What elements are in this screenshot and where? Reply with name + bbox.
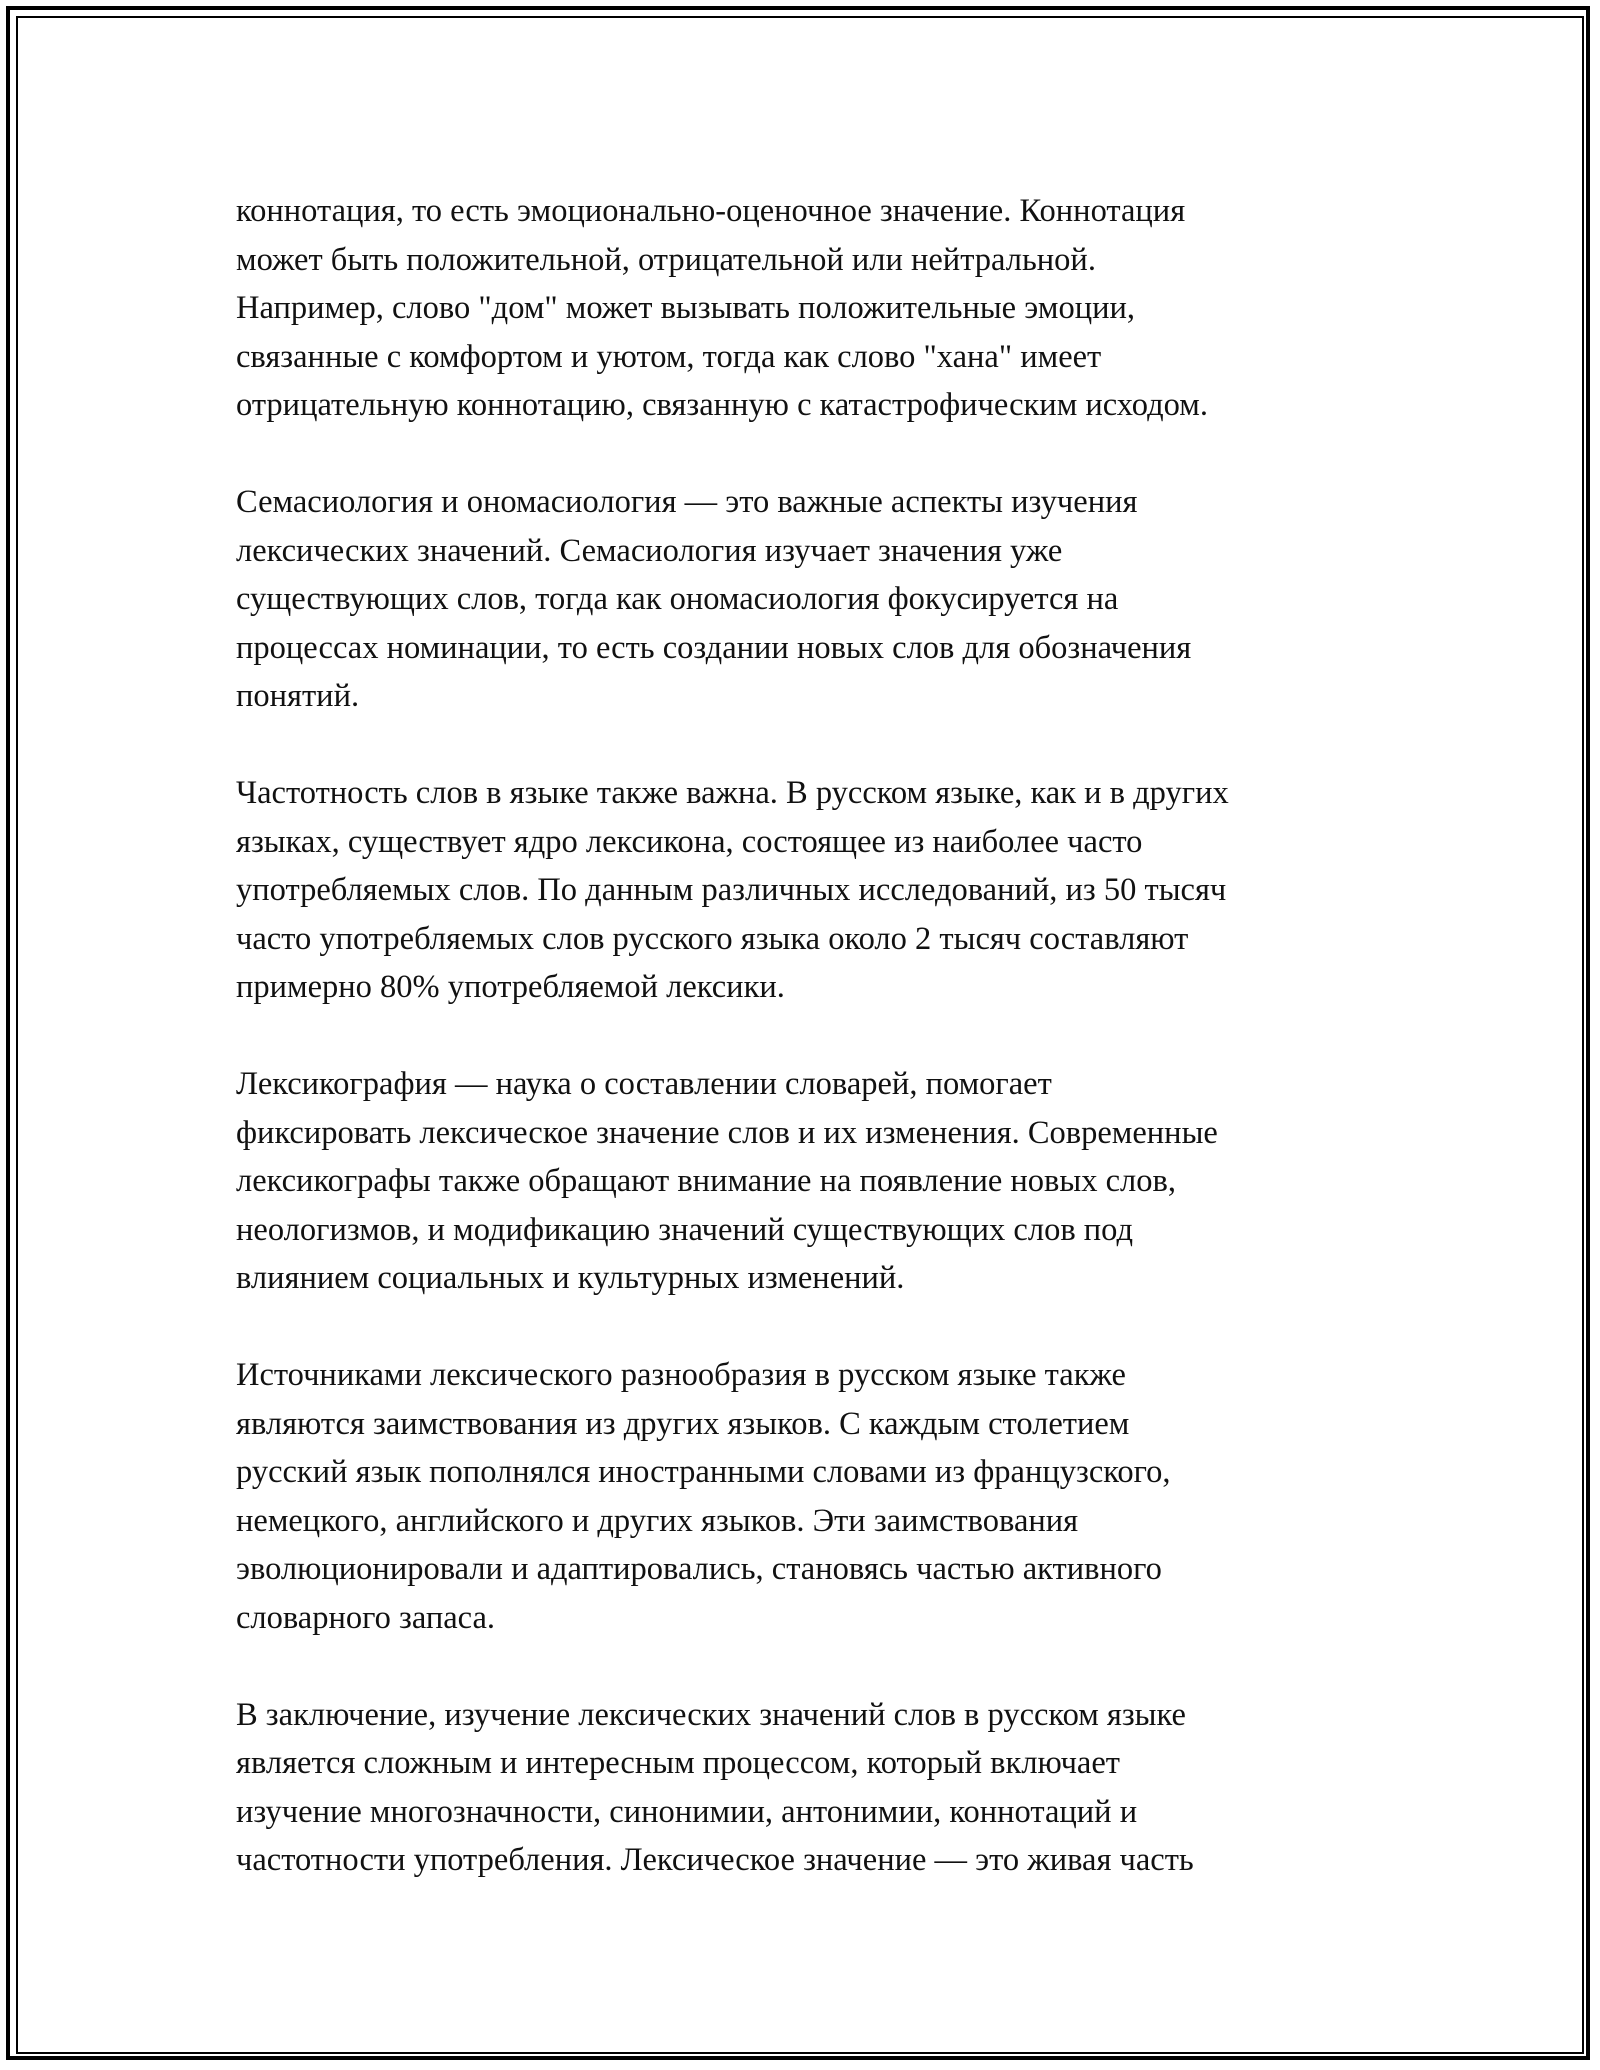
- text-line: Например, слово "дом" может вызывать положительные эмоции,: [236, 290, 1136, 326]
- text-line: изучение многозначности, синонимии, антонимии, коннотаций и: [236, 1793, 1138, 1830]
- text-line: Семасиология и ономасиология — это важные аспекты изучения: [236, 484, 1138, 520]
- text-line: влиянием социальных и культурных изменений.: [236, 1260, 905, 1296]
- text-line: лексикографы также обращают внимание на появление новых слов,: [236, 1163, 1176, 1199]
- text-line: связанные с комфортом и уютом, тогда как слово "хана" имеет: [236, 338, 1102, 375]
- text-line: В заключение, изучение лексических значений слов в русском языке: [236, 1696, 1186, 1733]
- text-line: языках, существует ядро лексикона, состоящее из наиболее часто: [236, 823, 1143, 860]
- paragraph-semasiology: [236, 478, 1386, 721]
- text-line: процессах номинации, то есть создании новых слов для обозначения: [236, 629, 1192, 666]
- paragraph-frequency: [236, 769, 1386, 1012]
- text-line: Источниками лексического разнообразия в русском языке также: [236, 1357, 1126, 1393]
- text-line: понятий.: [236, 678, 360, 714]
- text-line: употребляемых слов. По данным различных исследований, из 50 тысяч: [236, 872, 1227, 908]
- text-line: может быть положительной, отрицательной или нейтральной.: [236, 241, 1096, 278]
- paragraph-borrowings: [236, 1351, 1386, 1642]
- text-line: частотности употребления. Лексическое значение — это живая часть: [236, 1842, 1194, 1878]
- text-line: часто употребляемых слов русского языка около 2 тысяч составляют: [236, 920, 1189, 957]
- paragraph-connotation: [236, 187, 1386, 430]
- text-line: является сложным и интересным процессом, который включает: [236, 1745, 1120, 1781]
- text-line: русский язык пополнялся иностранными словами из французского,: [236, 1454, 1171, 1490]
- text-line: словарного запаса.: [236, 1599, 496, 1636]
- text-line: коннотация, то есть эмоционально-оценочное значение. Коннотация: [236, 193, 1186, 229]
- document-body: [236, 187, 1386, 1885]
- text-line: неологизмов, и модификацию значений существующих слов под: [236, 1211, 1134, 1248]
- text-line: существующих слов, тогда как ономасиология фокусируется на: [236, 581, 1119, 617]
- text-line: Лексикография — наука о составлении словарей, помогает: [236, 1066, 1052, 1102]
- text-line: эволюционировали и адаптировались, становясь частью активного: [236, 1551, 1162, 1587]
- paragraph-conclusion: [236, 1691, 1386, 1885]
- text-line: примерно 80% употребляемой лексики.: [236, 969, 785, 1005]
- text-line: фиксировать лексическое значение слов и их изменения. Современные: [236, 1114, 1218, 1151]
- text-line: Частотность слов в языке также важна. В русском языке, как и в других: [236, 775, 1229, 811]
- paragraph-lexicography: [236, 1060, 1386, 1303]
- text-line: отрицательную коннотацию, связанную с катастрофическим исходом.: [236, 387, 1208, 423]
- text-line: немецкого, английского и других языков. Эти заимствования: [236, 1502, 1079, 1539]
- text-line: являются заимствования из других языков. С каждым столетием: [236, 1405, 1130, 1442]
- text-line: лексических значений. Семасиология изучает значения уже: [236, 532, 1063, 569]
